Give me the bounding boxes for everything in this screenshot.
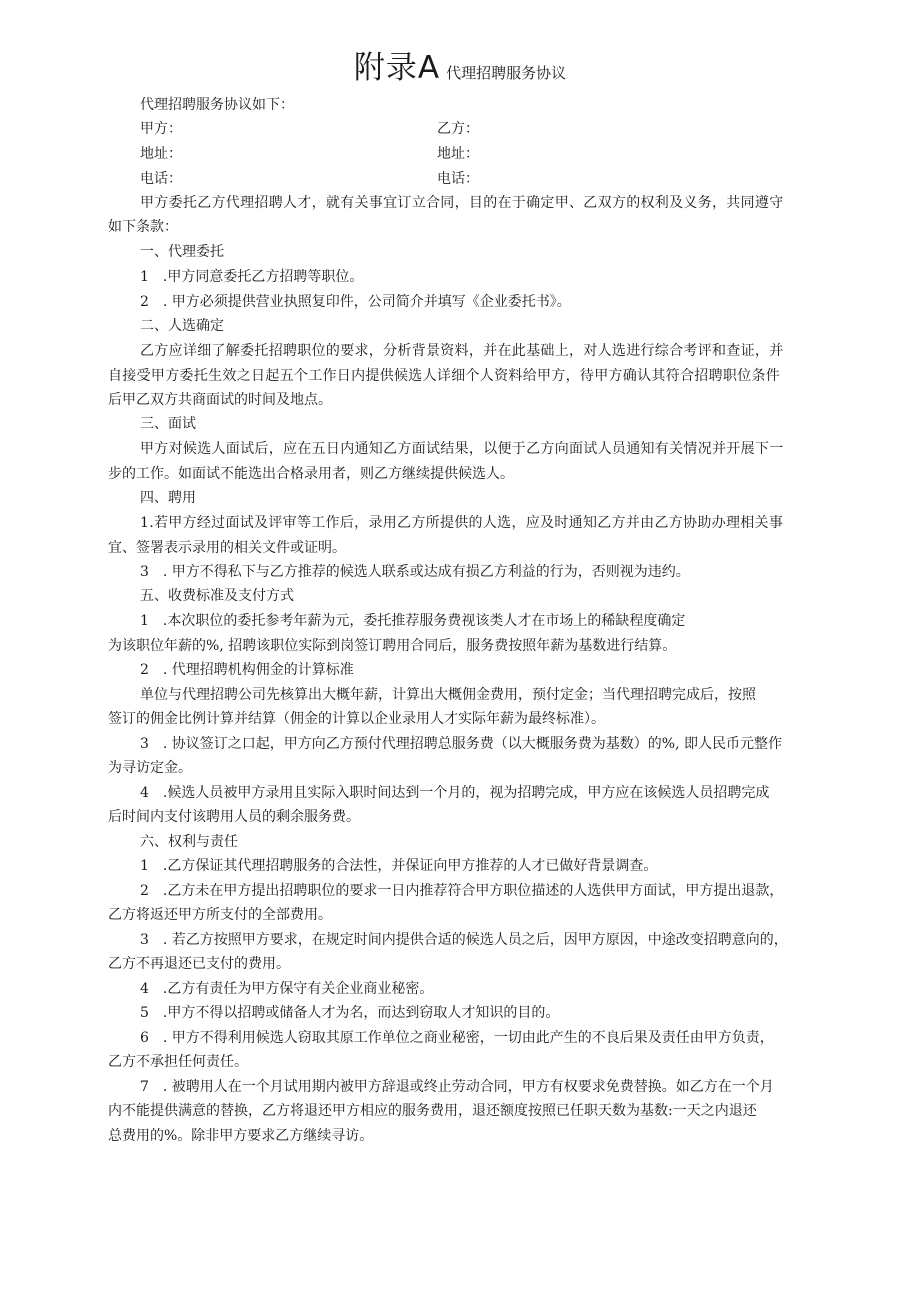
intro-line: 代理招聘服务协议如下： [140,97,294,113]
party-a-label: 甲方： [140,121,182,137]
address-b-label: 地址： [437,146,479,162]
document-title [0,42,920,87]
section-6-item-7-line-3: 总费用的%。除非甲方要求乙方继续寻访。 [108,1128,374,1144]
phone-b-label: 电话： [437,171,479,187]
section-4-item-3: 3 . 甲方不得私下与乙方推荐的候选人联系或达成有损乙方利益的行为，否则视为违约。 [140,564,690,580]
section-5-item-2: 2 . 代理招聘机构佣金的计算标准 [140,662,354,678]
section-3-line-1: 甲方对候选人面试后，应在五日内通知乙方面试结果，以便于乙方向面试人员通知有关情况并开展下一 [140,441,784,457]
section-6-item-7-line-1: 7 . 被聘用人在一个月试用期内被甲方辞退或终止劳动合同，甲方有权要求免费替换。如乙方在一个月 [140,1079,774,1095]
section-6-item-2-line-1: 2 .乙方未在甲方提出招聘职位的要求一日内推荐符合甲方职位描述的人选供甲方面试，甲方提出退款， [140,883,784,899]
section-5-item-2-line-2: 签订的佣金比例计算并结算（佣金的计算以企业录用人才实际年薪为最终标准）。 [108,711,605,727]
address-a-label: 地址： [140,146,182,162]
section-6-item-3-line-1: 3 . 若乙方按照甲方要求，在规定时间内提供合适的候选人员之后，因甲方原因，中途改变招聘意向的， [140,932,788,948]
section-5-item-4-line-2: 后时间内支付该聘用人员的剩余服务费。 [108,809,360,825]
section-5-item-4-line-1: 4 .候选人员被甲方录用且实际入职时间达到一个月的，视为招聘完成，甲方应在该候选人员招聘完成 [140,785,770,801]
section-2-line-2: 自接受甲方委托生效之日起五个工作日内提供候选人详细个人资料给甲方，待甲方确认其符合招聘职位条件 [108,368,781,384]
section-5-item-3-line-1: 3 . 协议签订之口起，甲方向乙方预付代理招聘总服务费（以大概服务费为基数）的%, 即人民币元整作 [140,736,783,752]
section-2-line-3: 后甲乙双方共商面试的时间及地点。 [108,392,332,408]
section-3-line-2: 步的工作。如面试不能选出合格录用者，则乙方继续提供候选人。 [108,466,514,482]
section-1-heading: 一、代理委托 [140,244,224,260]
section-2-line-1: 乙方应详细了解委托招聘职位的要求，分析背景资料，并在此基础上，对人选进行综合考评和查证，并 [140,343,784,359]
section-6-item-3-line-2: 乙方不再退还已支付的费用。 [108,956,290,972]
section-4-heading: 四、聘用 [140,490,196,506]
section-5-heading: 五、收费标准及支付方式 [140,588,294,604]
section-6-heading: 六、权利与责任 [140,834,238,850]
section-1-item-1: 1 .甲方同意委托乙方招聘等职位。 [140,269,364,285]
section-6-item-6-line-1: 6 . 甲方不得利用候选人窃取其原工作单位之商业秘密，一切由此产生的不良后果及责任由甲方负责， [140,1030,774,1046]
preamble-line-2: 如下条款： [108,219,178,235]
title-sub: 代理招聘服务协议 [446,64,567,82]
section-5-item-2-line-1: 单位与代理招聘公司先核算出大概年薪，计算出大概佣金费用，预付定金；当代理招聘完成后，按照 [140,687,756,703]
section-6-item-6-line-2: 乙方不承担任何责任。 [108,1054,248,1070]
section-3-heading: 三、面试 [140,416,196,432]
party-b-label: 乙方： [437,121,479,137]
section-6-item-1: 1 .乙方保证其代理招聘服务的合法性，并保证向甲方推荐的人才已做好背景调查。 [140,858,658,874]
section-5-item-3-line-2: 为寻访定金。 [108,760,192,776]
section-5-item-1-line-2: 为该职位年薪的%, 招聘该职位实际到岗签订聘用合同后，服务费按照年薪为基数进行结算。 [108,638,677,654]
phone-a-label: 电话： [140,171,182,187]
title-main: 附录A [353,50,441,86]
section-4-item-1-line-1: 1.若甲方经过面试及评审等工作后，录用乙方所提供的人选，应及时通知乙方并由乙方协助办理相关事 [140,515,784,531]
preamble-line-1: 甲方委托乙方代理招聘人才，就有关事宜订立合同，目的在于确定甲、乙双方的权利及义务，共同遵守 [140,195,784,211]
section-6-item-5: 5 .甲方不得以招聘或储备人才为名，而达到窃取人才知识的目的。 [140,1005,560,1021]
section-4-item-1-line-2: 宜、签署表示录用的相关文件或证明。 [108,540,346,556]
section-5-item-1-line-1: 1 .本次职位的委托参考年薪为元，委托推荐服务费视该类人才在市场上的稀缺程度确定 [140,613,686,629]
section-6-item-7-line-2: 内不能提供满意的替换，乙方将退还甲方相应的服务费用，退还额度按照已任职天数为基数:一天之内退还 [108,1103,757,1119]
section-6-item-4: 4 .乙方有责任为甲方保守有关企业商业秘密。 [140,981,434,997]
section-2-heading: 二、人选确定 [140,318,224,334]
section-1-item-2: 2 . 甲方必须提供营业执照复印件，公司简介并填写《企业委托书》。 [140,294,571,310]
section-6-item-2-line-2: 乙方将返还甲方所支付的全部费用。 [108,907,332,923]
